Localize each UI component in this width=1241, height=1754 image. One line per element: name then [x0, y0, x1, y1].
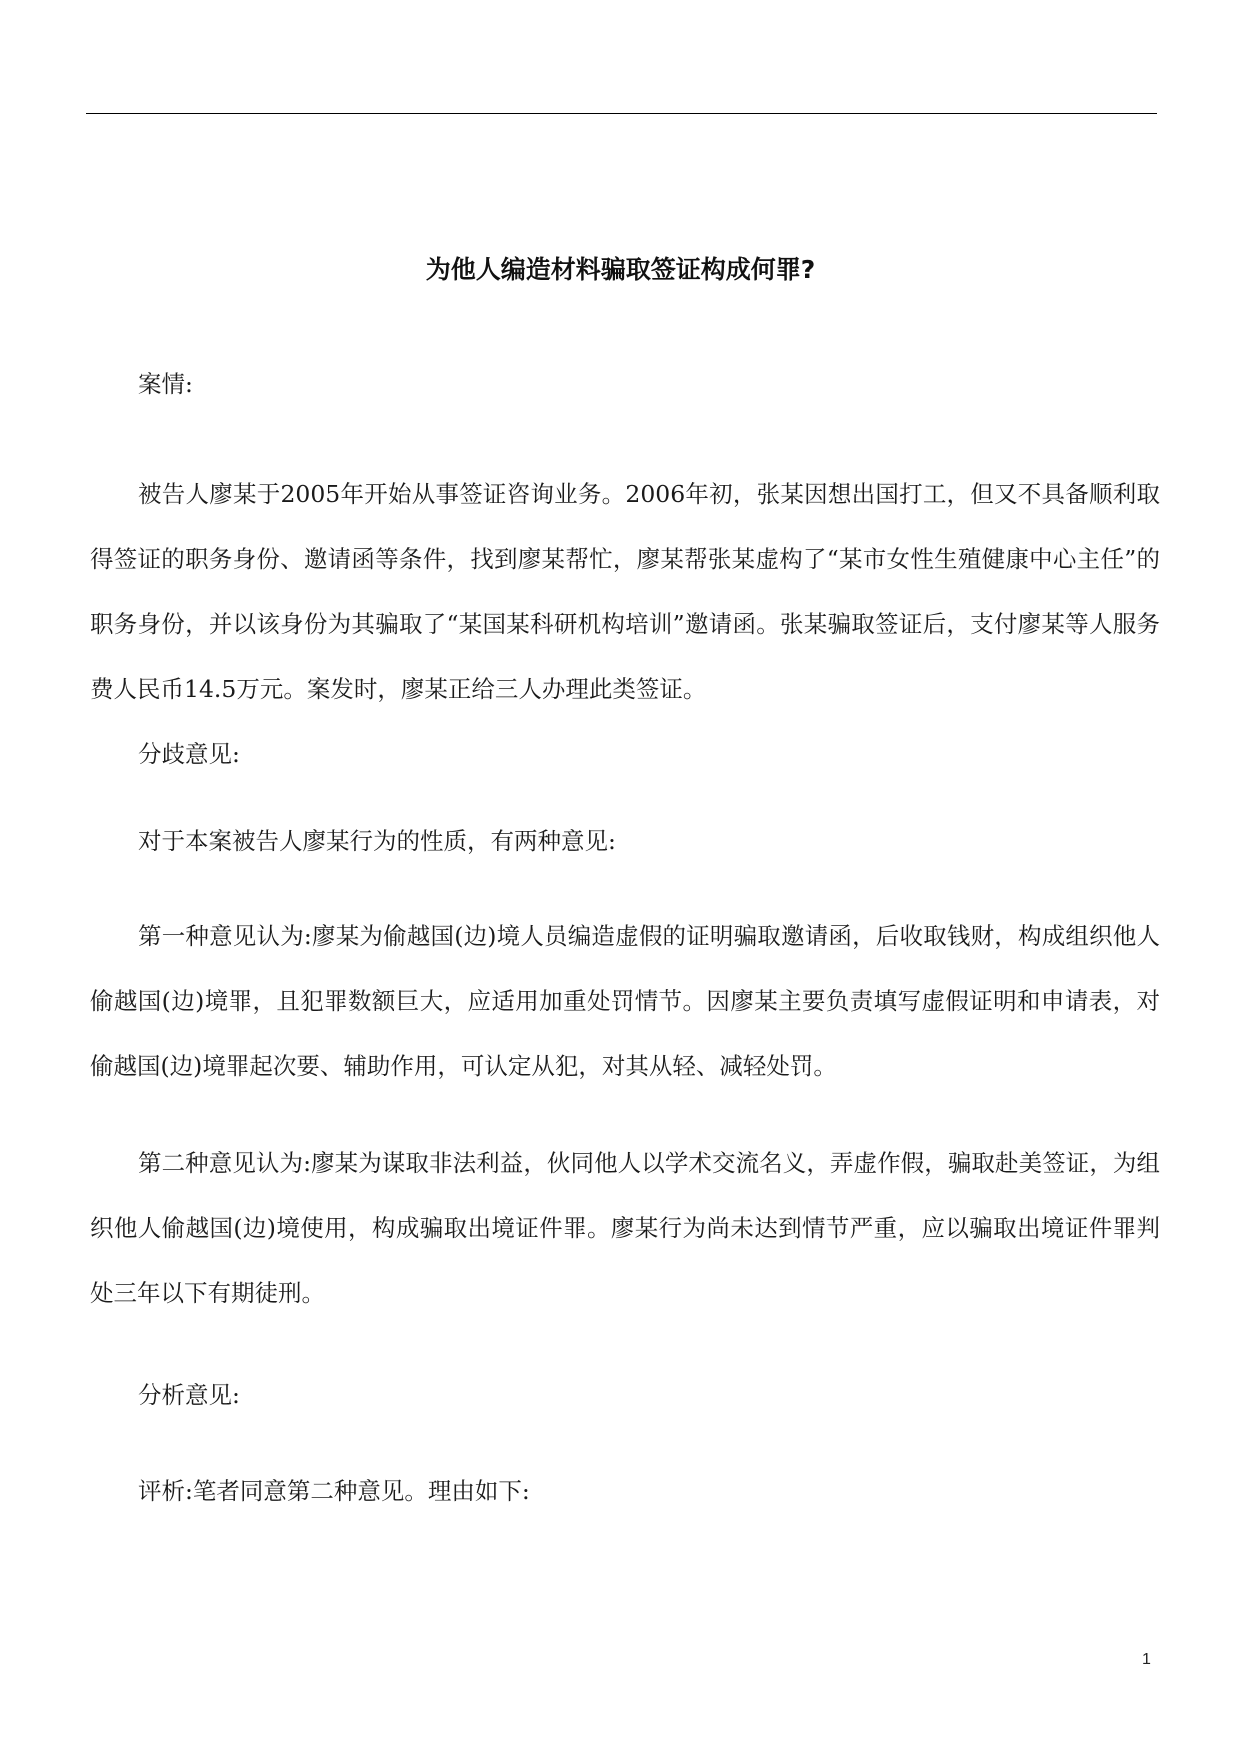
paragraph-case-facts: 被告人廖某于2005年开始从事签证咨询业务。2006年初，张某因想出国打工，但又不具备顺利取得签证的职务身份、邀请函等条件，找到廖某帮忙，廖某帮张某虚构了“某市女性生殖健康中心主任”的职务身份，并以该身份为其骗取了“某国某科研机构培训”邀请函。张某骗取签证后，支付廖某等人服务费人民币14.5万元。案发时，廖某正给三人办理此类签证。: [90, 480, 1160, 703]
paragraph-commentary: 评析:笔者同意第二种意见。理由如下:: [138, 1477, 530, 1505]
header-rule: [86, 113, 1157, 114]
paragraph-opinion-one: 第一种意见认为:廖某为偷越国(边)境人员编造虚假的证明骗取邀请函，后收取钱财，构成组织他人偷越国(边)境罪，且犯罪数额巨大，应适用加重处罚情节。因廖某主要负责填写虚假证明和申请表，对偷越国(边)境罪起次要、辅助作用，可认定从犯，对其从轻、减轻处罚。: [90, 922, 1160, 1080]
page-number: 1: [1142, 1651, 1151, 1668]
paragraph-opinion-two: 第二种意见认为:廖某为谋取非法利益，伙同他人以学术交流名义，弄虚作假，骗取赴美签证，为组织他人偷越国(边)境使用，构成骗取出境证件罪。廖某行为尚未达到情节严重，应以骗取出境证件罪判处三年以下有期徒刑。: [90, 1149, 1160, 1307]
document-title: 为他人编造材料骗取签证构成何罪?: [425, 255, 816, 284]
paragraph-disagreement-heading: 分歧意见:: [138, 740, 240, 768]
paragraph-case-heading: 案情:: [138, 370, 193, 398]
paragraph-two-opinions: 对于本案被告人廖某行为的性质，有两种意见:: [138, 827, 616, 855]
paragraph-analysis-heading: 分析意见:: [138, 1381, 240, 1409]
